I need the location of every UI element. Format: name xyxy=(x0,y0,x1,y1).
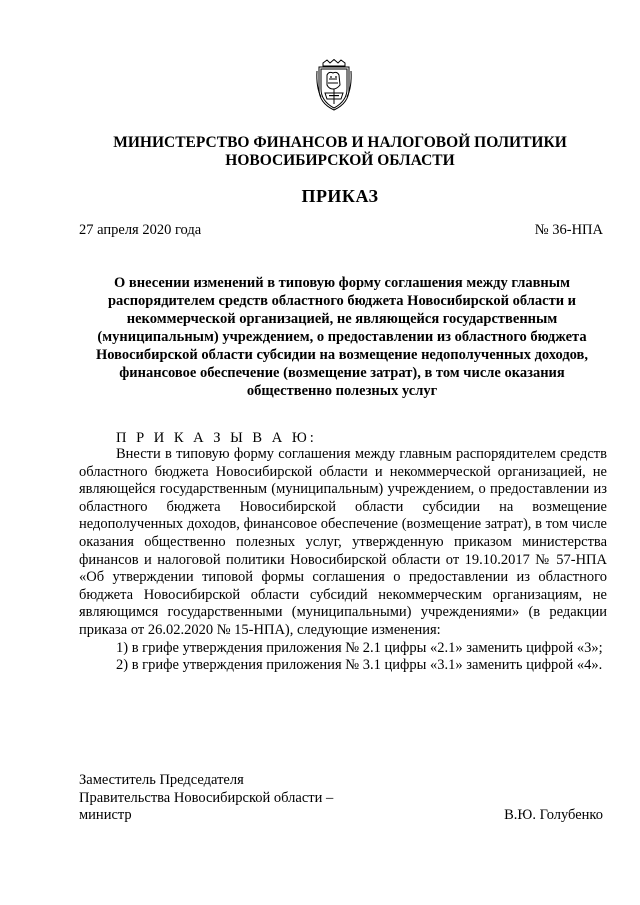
signatory-title xyxy=(79,772,333,825)
signatory-name: В.Ю. Голубенко xyxy=(504,807,603,823)
document-subject xyxy=(72,274,612,400)
subject-line-5: Новосибирской области субсидии на возмещение недополученных доходов, xyxy=(95,347,589,363)
subject-line-4: (муниципальным) учреждением, о предоставлении из областного бюджета xyxy=(97,329,587,345)
subject-line-3: некоммерческой организацией, не являющейся государственным xyxy=(126,311,558,327)
novosibirsk-coat-of-arms-icon xyxy=(315,59,353,111)
signatory-title-line-3: министр xyxy=(79,807,132,823)
signatory-title-line-2: Правительства Новосибирской области – xyxy=(79,789,334,806)
subject-line-7: общественно полезных услуг xyxy=(246,383,438,399)
subject-line-1: О внесении изменений в типовую форму соглашения между главным xyxy=(114,275,570,291)
signatory-title-line-1: Заместитель Председателя xyxy=(79,772,244,788)
body-paragraph: Внести в типовую форму соглашения между главным распорядителем средств областного бюджета Новосибирской области и некоммерческой организацией, не являющейся государственным (муниципальным) учреждением, о предоставлении из областного бюджета Новосибирской области субсидии на возмещение недополученных доходов, финансовое обеспечение (возмещение затрат), в том числе оказания общественно полезных услуг, утвержденную приказом министерства финансов и налоговой политики Новосибирской области от 19.10.2017 № 57-НПА «Об утверждении типовой формы соглашения о предоставлении из областного бюджета Новосибирской области субсидий некоммерческим организациям, не являющимся государственными (муниципальными) учреждениями» (в редакции приказа от 26.02.2020 № 15-НПА), следующие изменения: xyxy=(79,446,607,638)
order-body xyxy=(79,446,607,675)
ministry-line-1: МИНИСТЕРСТВО ФИНАНСОВ И НАЛОГОВОЙ ПОЛИТИКИ xyxy=(113,134,567,151)
body-item-1: 1) в грифе утверждения приложения № 2.1 цифры «2.1» заменить цифрой «3»; xyxy=(116,639,603,656)
ministry-name xyxy=(40,134,640,170)
document-number: № 36-НПА xyxy=(534,222,603,238)
subject-line-2: распорядителем средств областного бюджета Новосибирской области и xyxy=(107,293,577,309)
document-type: ПРИКАЗ xyxy=(301,186,379,206)
body-item-2: 2) в грифе утверждения приложения № 3.1 цифры «3.1» заменить цифрой «4». xyxy=(116,657,603,674)
subject-line-6: финансовое обеспечение (возмещение затрат), в том числе оказания xyxy=(119,365,565,381)
order-word: П Р И К А З Ы В А Ю: xyxy=(116,430,317,446)
ministry-line-2: НОВОСИБИРСКОЙ ОБЛАСТИ xyxy=(225,152,455,169)
document-date: 27 апреля 2020 года xyxy=(79,222,202,238)
